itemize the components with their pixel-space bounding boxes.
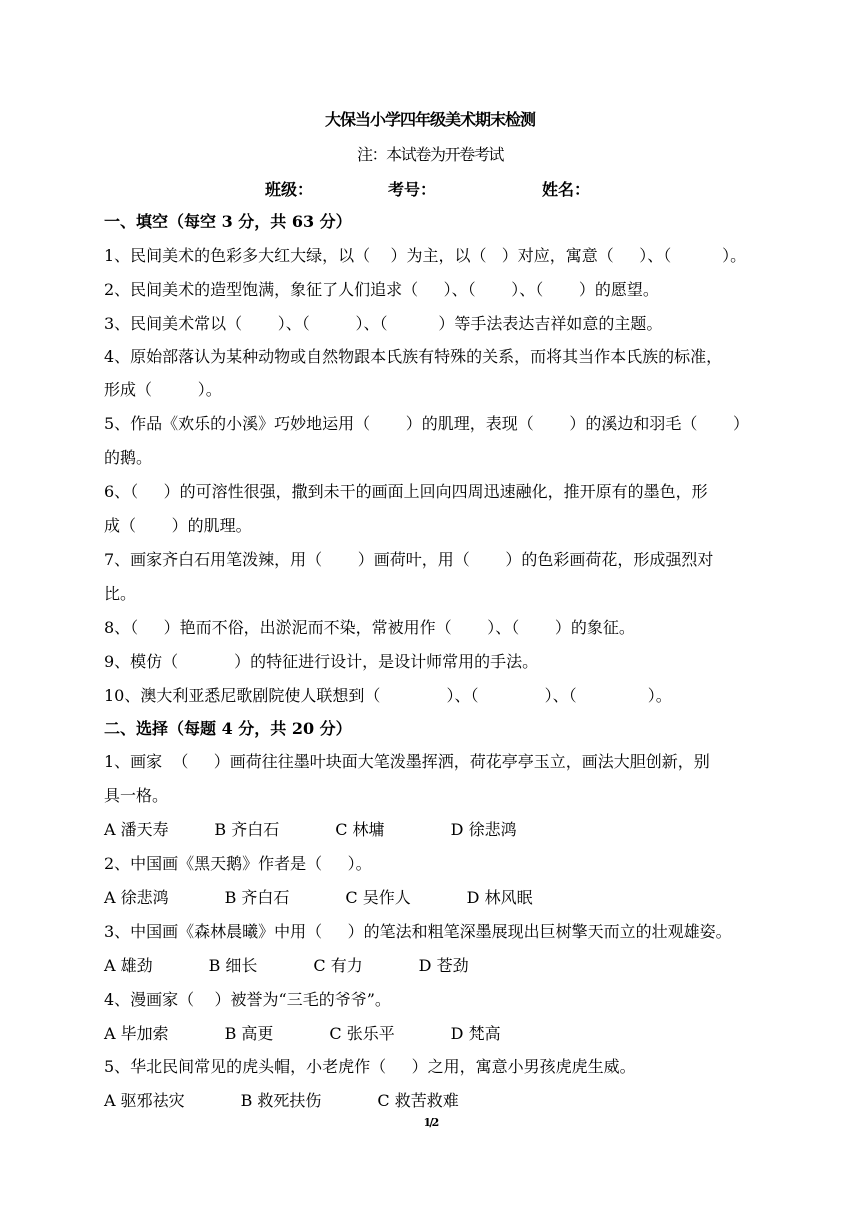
option-line: A 徐悲鸿 B 齐白石 C 吴作人 D 林风眠	[104, 888, 533, 907]
question-line: 成（ ）的肌理。	[104, 516, 252, 535]
question-line: 7、画家齐白石用笔泼辣，用（ ）画荷叶，用（ ）的色彩画荷花，形成强烈对	[104, 550, 714, 569]
question-line: 的鹅。	[104, 448, 153, 467]
question-line: 4、原始部落认为某种动物或自然物跟本氏族有特殊的关系，而将其当作本氏族的标准，	[104, 347, 723, 366]
question-line: 9、模仿（ ）的特征进行设计，是设计师常用的手法。	[104, 652, 539, 671]
question-line: 10、澳大利亚悉尼歌剧院使人联想到（ ）、（ ）、（ ）。	[104, 686, 672, 705]
section1-heading: 一、填空（每空 3 分，共 63 分）	[104, 212, 352, 231]
question-line: 8、（ ）艳而不俗，出淤泥而不染，常被用作（ ）、（ ）的象征。	[104, 618, 635, 637]
question-line: 6、（ ）的可溶性很强，撒到未干的画面上回向四周迅速融化，推开原有的墨色，形	[104, 482, 708, 501]
option-line: A 雄劲 B 细长 C 有力 D 苍劲	[104, 956, 469, 975]
question-line: 2、中国画《黑天鹅》作者是（ ）。	[104, 854, 372, 873]
question-line: 形成（ ）。	[104, 380, 222, 399]
question-line: 5、华北民间常见的虎头帽，小老虎作（ ）之用，寓意小男孩虎虎生威。	[104, 1057, 636, 1076]
page-title: 大保当小学四年级美术期末检测	[324, 110, 535, 129]
question-line: 3、中国画《森林晨曦》中用（ ）的笔法和粗笔深墨展现出巨树擎天而立的壮观雄姿。	[104, 922, 732, 941]
question-line: 2、民间美术的造型饱满，象征了人们追求（ ）、（ ）、（ ）的愿望。	[104, 280, 659, 299]
section2-heading: 二、选择（每题 4 分，共 20 分）	[104, 719, 352, 738]
option-line: A 毕加索 B 高更 C 张乐平 D 梵高	[104, 1024, 501, 1043]
exam-note: 注：本试卷为开卷考试	[356, 145, 503, 164]
question-line: 4、漫画家（ ）被誉为“三毛的爷爷”。	[104, 990, 391, 1009]
question-line: 比。	[104, 584, 137, 603]
option-line: A 潘天寿 B 齐白石 C 林墉 D 徐悲鸿	[104, 820, 517, 839]
page-number: 1 / 2	[423, 1116, 437, 1129]
question-line: 5、作品《欢乐的小溪》巧妙地运用（ ）的肌理，表现（ ）的溪边和羽毛（ ）	[104, 414, 749, 433]
exam-number-label: 考号：	[388, 180, 437, 199]
option-line: A 驱邪祛灾 B 救死扶伤 C 救苦救难	[104, 1091, 459, 1110]
question-line: 1、民间美术的色彩多大红大绿，以（ ）为主，以（ ）对应，寓意（ ）、（ ）。	[104, 246, 747, 265]
question-line: 3、民间美术常以（ ）、（ ）、（ ）等手法表达吉祥如意的主题。	[104, 314, 663, 333]
question-line: 具一格。	[104, 786, 169, 805]
name-label: 姓名：	[542, 180, 591, 199]
class-label: 班级：	[265, 180, 314, 199]
question-line: 1、画家 （ ）画荷往往墨叶块面大笔泼墨挥洒，荷花亭亭玉立，画法大胆创新，别	[104, 752, 710, 771]
